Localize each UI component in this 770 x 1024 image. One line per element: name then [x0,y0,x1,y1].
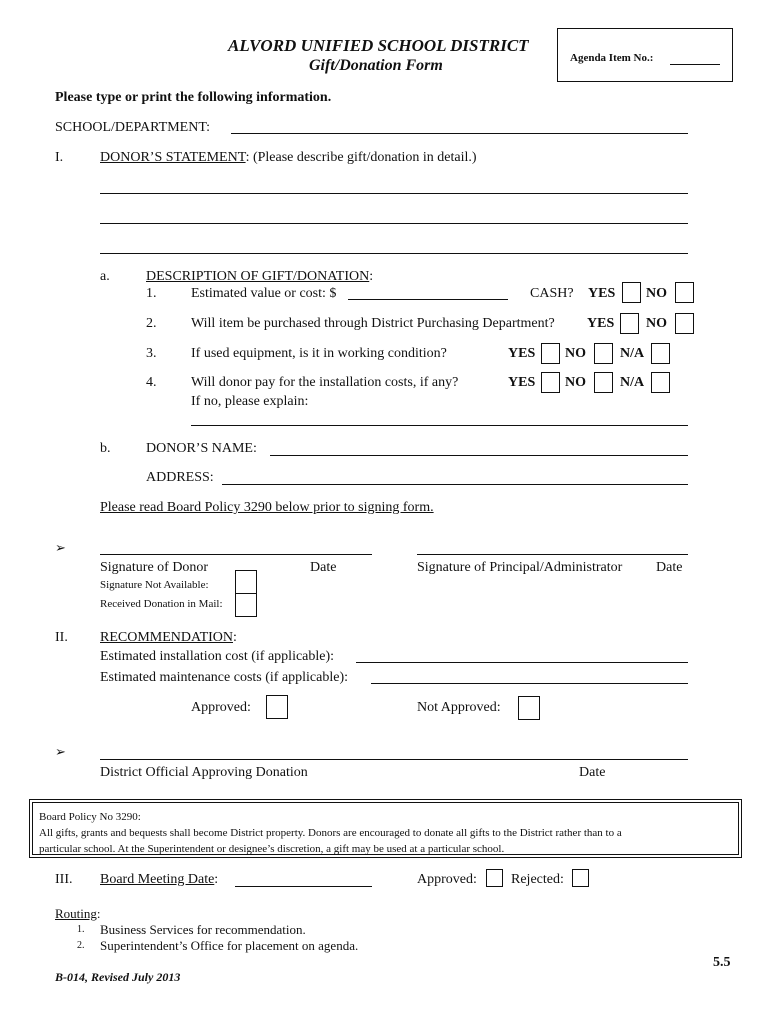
section3-heading-wrap [100,872,218,888]
q4-label: Will donor pay for the installation costs, if any? [191,375,459,390]
q4-no-checkbox[interactable] [594,372,613,393]
estimated-value-field[interactable] [348,299,508,300]
q3-label: If used equipment, is it in working condition? [191,346,447,361]
not-approved-checkbox[interactable] [518,696,540,720]
maintenance-cost-label: Estimated maintenance costs (if applicable): [100,670,349,685]
donor-signature-field[interactable] [100,554,372,555]
statement-line-1[interactable] [100,193,688,194]
section2-numeral: II. [55,630,68,645]
q4-na-checkbox[interactable] [651,372,670,393]
board-meeting-date-field[interactable] [235,886,372,887]
q4-no-label: NO [565,375,586,390]
part-a-heading-colon: : [369,269,374,284]
q4-na-label: N/A [620,375,645,390]
routing-item-number: 2. [77,940,85,951]
received-in-mail-checkbox[interactable] [235,593,257,617]
section2-heading-wrap [100,630,237,646]
section1-heading: DONOR’S STATEMENT [100,150,246,165]
part-a-heading: DESCRIPTION OF GIFT/DONATION [146,269,370,284]
q4-number: 4. [146,375,157,390]
board-approved-checkbox[interactable] [486,869,503,887]
q1-label: Estimated value or cost: $ [191,286,337,301]
received-mail-label: Received Donation in Mail: [100,598,223,610]
q2-label: Will item be purchased through District Purchasing Department? [191,316,555,331]
board-policy-box [29,799,742,858]
section2-heading-colon: : [233,630,237,645]
principal-signature-field[interactable] [417,554,688,555]
q2-yes-label: YES [587,316,615,331]
q2-number: 2. [146,316,157,331]
form-code: B-014, Revised July 2013 [55,970,181,984]
official-label: District Official Approving Donation [100,765,308,780]
section1-heading-wrap [100,150,477,166]
policy-title: Board Policy No 3290: [39,811,141,823]
form-title: Gift/Donation Form [309,57,443,74]
official-date-label: Date [579,765,606,780]
cash-yes-checkbox[interactable] [622,282,641,303]
cash-label: CASH? [530,286,574,301]
section1-heading-rest: : (Please describe gift/donation in detail.) [245,150,477,165]
board-rejected-checkbox[interactable] [572,869,589,887]
section1-numeral: I. [55,150,64,165]
arrow-bullet-icon: ➢ [55,541,66,556]
part-a-heading-wrap [146,269,373,285]
section3-numeral: III. [55,872,73,887]
q3-na-label: N/A [620,346,645,361]
statement-line-2[interactable] [100,223,688,224]
agenda-number-field[interactable] [670,64,720,65]
school-label: SCHOOL/DEPARTMENT: [55,120,211,135]
address-field[interactable] [222,484,688,485]
policy-line-1: All gifts, grants and bequests shall become District property. Donors are encouraged to donate all gifts to the District rather than to a [39,827,622,839]
cash-no-checkbox[interactable] [675,282,694,303]
signature-not-available-checkbox[interactable] [235,570,257,594]
routing-item-number: 1. [77,924,85,935]
district-title: ALVORD UNIFIED SCHOOL DISTRICT [228,36,529,55]
policy-line-2: particular school. At the Superintendent or designee’s discretion, a gift may be used at a particular school. [39,843,505,855]
q4-explain-label: If no, please explain: [191,394,309,409]
read-policy-note: Please read Board Policy 3290 below prior to signing form. [100,500,434,515]
board-rejected-label: Rejected: [511,872,564,887]
not-available-label: Signature Not Available [100,579,206,591]
q3-yes-label: YES [508,346,536,361]
q1-number: 1. [146,286,157,301]
q3-no-label: NO [565,346,586,361]
install-cost-field[interactable] [356,662,688,663]
approved-label: Approved: [191,700,251,715]
donor-signature-label: Signature of Donor [100,560,209,575]
address-label: ADDRESS: [146,470,214,485]
not-available-colon: : [205,579,209,591]
part-b-letter: b. [100,441,111,456]
arrow-bullet-icon: ➢ [55,745,66,760]
q3-yes-checkbox[interactable] [541,343,560,364]
q4-yes-checkbox[interactable] [541,372,560,393]
section3-heading-colon: : [214,872,219,887]
maintenance-cost-field[interactable] [371,683,688,684]
page-number: 5.5 [713,955,731,970]
routing-item-text: Superintendent’s Office for placement on agenda. [100,938,359,953]
q3-no-checkbox[interactable] [594,343,613,364]
not-available-wrap [100,579,209,591]
part-a-letter: a. [100,269,110,284]
not-approved-label: Not Approved: [417,700,501,715]
statement-line-3[interactable] [100,253,688,254]
board-approved-label: Approved: [417,872,477,887]
q3-na-checkbox[interactable] [651,343,670,364]
cash-no-label: NO [646,286,667,301]
principal-signature-label: Signature of Principal/Administrator [417,560,623,575]
agenda-box [557,28,733,82]
q2-no-label: NO [646,316,667,331]
q2-no-checkbox[interactable] [675,313,694,334]
school-field[interactable] [231,133,688,134]
q3-number: 3. [146,346,157,361]
donor-date-label: Date [310,560,337,575]
donor-name-label: DONOR’S NAME: [146,441,257,456]
routing-heading: Routing [55,906,97,921]
section3-heading: Board Meeting Date [100,872,215,887]
intro-text: Please type or print the following information. [55,90,332,105]
q4-yes-label: YES [508,375,536,390]
install-cost-label: Estimated installation cost (if applicable): [100,649,335,664]
routing-heading-colon: : [96,906,101,921]
q2-yes-checkbox[interactable] [620,313,639,334]
board-policy-inner [32,802,739,855]
cash-yes-label: YES [588,286,616,301]
q4-explain-field[interactable] [191,425,688,426]
official-signature-field[interactable] [100,759,688,760]
routing-item-text: Business Services for recommendation. [100,922,306,937]
donor-name-field[interactable] [270,455,688,456]
principal-date-label: Date [656,560,683,575]
approved-checkbox[interactable] [266,695,288,719]
routing-heading-wrap [55,906,101,922]
agenda-label: Agenda Item No.: [570,52,654,64]
section2-heading: RECOMMENDATION [100,630,233,645]
